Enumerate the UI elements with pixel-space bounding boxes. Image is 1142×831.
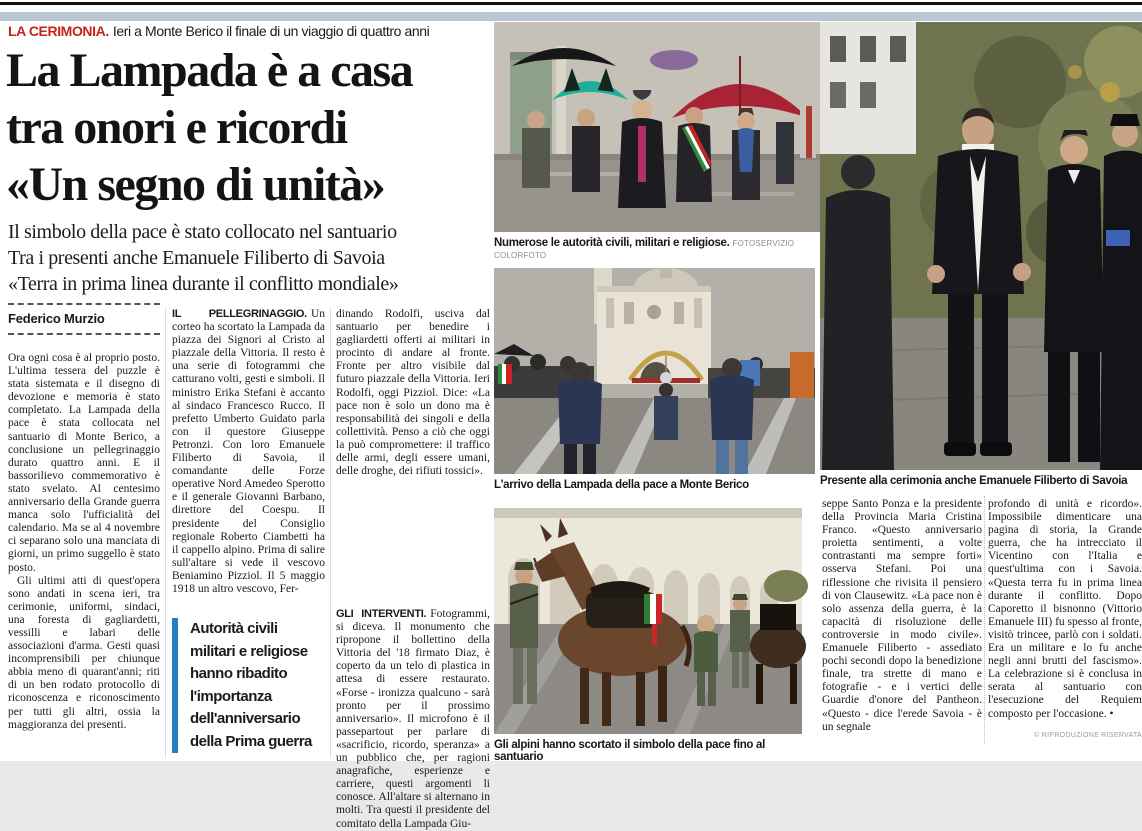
caption-text: L'arrivo della Lampada della pace a Monte Berico [494, 479, 749, 491]
pull-quote-text: Autorità civili militari e religiose hanno ribadito l'importanza dell'anniversario della Prima guerra [190, 620, 312, 750]
photo-caption [820, 475, 1142, 487]
body-column-2 [172, 308, 325, 608]
section-leadin: IL PELLEGRINAGGIO. [172, 308, 307, 320]
deck: Il simbolo della pace è stato collocato nel santuario Tra i presenti anche Emanuele Filiberto di Savoia «Terra in prima linea durante il conflitto mondiale» [8, 221, 399, 295]
figure-left-partial [822, 155, 894, 470]
column-rule [984, 496, 985, 744]
kicker [8, 23, 508, 39]
body-column-1 [8, 352, 160, 757]
paragraph [336, 608, 490, 831]
photo-lamp-arrival [494, 268, 815, 474]
body-column-5 [988, 498, 1142, 761]
kicker-text: Ieri a Monte Berico il finale di un viaggio di quattro anni [112, 23, 430, 39]
photo-credit: FOTOSERVIZIO COLORFOTO [494, 239, 795, 260]
paragraph [172, 308, 325, 596]
body-column-4 [822, 498, 982, 757]
caption-text: Numerose le autorità civili, militari e religiose. [494, 237, 730, 249]
section-leadin: GLI INTERVENTI. [336, 608, 427, 620]
photo-alpini-mule [494, 508, 802, 734]
photo-2-scene [494, 268, 815, 474]
top-rule [0, 2, 1142, 5]
paragraph-text: Fotogrammi, si diceva. Il monumento che ripropone il bollettino della Vittoria del '18 firmato Diaz, è coperto da un telo di plastica in attesa di essere restaurato. «Forse - ironizza qualcuno - sarà pronto per il prossimo anniversario». Il microfono è il passepartout per parlare di «sacrificio, ricordo, speranza» a un pubblico che, per ragioni anagrafiche, esperienze e carriere, questi argomenti li conosce. All'altare si alternano in molti. Tra questi il presidente del comitato della Lampada Giu- [336, 608, 490, 830]
paragraph: Ora ogni cosa è al proprio posto. L'ultima tessera del puzzle è stata sistemata e il disegno di devozione e memoria è stato completato. La Lampada della pace è stata collocata nel santuario di Monte Berico, a conclusione un pellegrinaggio durato quattro anni. E il bassorilievo commemorativo è stato svelato. Al centesimo anniversario della Grande guerra manca solo l'ufficialità del calendario. Ma se al 4 novembre ci separano solo una manciata di giorni, un primo suggello è stato posto. [8, 352, 160, 574]
byline: Federico Murzio [8, 303, 160, 335]
photo-1-scene [494, 22, 824, 232]
paragraph-text: Un corteo ha scortato la Lampada da piazza dei Signori al Cristo al piazzale della Vittoria. Il resto è una serie di fotogrammi che catturano volti, gesti e simboli. Il ministro Erika Stefani è accanto al sindaco Francesco Rucco. Il prefetto Umberto Guidato parla con il questore Giuseppe Petronzi. Con loro Emanuele Filiberto di Savoia, il comandante delle Forze operative Nord Amedeo Sperotto e il generale Giovanni Barbano, direttore del Coespu. Il presidente del Consiglio regionale Roberto Ciambetti ha il cappello alpino. Prima di salire sull'altare si vede il vescovo Beniamino Pizziol. Il 5 maggio 1918 un altro vescovo, Fer- [172, 308, 325, 595]
figure-right-guard-armband [1100, 114, 1142, 470]
headline: La Lampada è a casa tra onori e ricordi «Un segno di unità» [6, 44, 413, 211]
photo-caption [494, 237, 824, 261]
caption-text: Gli alpini hanno scortato il simbolo della pace fino al santuario [494, 739, 766, 763]
paragraph: seppe Santo Ponza e la presidente della Provincia Maria Cristina Franco. «Questo anniversario proietta sentimenti, a volte contrastanti ma sempre forti» osserva Stefani. Poi una riflessione che rivisita il pensiero di von Clausewitz. «La pace non è solo assenza della guerra, è la capacità di risoluzione delle controversie in modo civile». Emanuele Filiberto - assediato pochi secondi dopo la benedizione finale, tra strette di mano e fotografie - e i vertici delle Guardie d'onore del Pantheon. «Questo - dice l'erede Savoia - è un segnale [822, 498, 982, 733]
photo-caption [494, 479, 815, 491]
column-rule [330, 308, 331, 757]
body-column-3 [336, 308, 490, 830]
section-color-bar [0, 12, 1142, 21]
pull-quote [172, 618, 330, 753]
paragraph: profondo di unità e ricordo». Impossibile dimenticare una pagina di storia, la Grande guerra, che ha intrecciato il Vicentino con l'Italia e quest'ultima con i Savoia. «Questa terra fu in prima linea durante il conflitto. Dopo Caporetto il bisnonno (Vittorio Emanuele III) fu spesso al fronte, visitò trincee, parlò con i soldati. Era un militare e lo fu anche negli anni brutti del fascismo». La celebrazione si è conclusa in serata al santuario con l'esecuzione del Requiem composto per l'occasione. • [988, 498, 1142, 720]
photo-3-scene [494, 508, 802, 734]
photo-emanuele-filiberto [820, 22, 1142, 470]
kicker-label: LA CERIMONIA. [8, 23, 109, 39]
photo-caption [494, 739, 802, 763]
photo-authorities-umbrellas [494, 22, 824, 232]
column-rule [165, 308, 166, 757]
paragraph: dinando Rodolfi, usciva dal santuario per benedire i gagliardetti offerti ai militari in procinto di andare al fronte. Fronte per altro visibile dal futuro piazzale della Vittoria. Ieri Rodolfi, oggi Pizziol. Dice: «La pace non è solo un dono ma è responsabilità dei singoli e della collettività. Penso a ciò che oggi la può compromettere: il traffico delle armi, degli essere umani, delle droghe, dei rifiuti tossici». [336, 308, 490, 478]
paragraph: Gli ultimi atti di quest'opera sono andati in scena ieri, tra cerimonie, uniformi, sindaci, una foresta di gagliardetti, vessilli e labari delle associazioni d'arma. Gesti quasi incomprensibili per chiunque abbia meno di quarant'anni; riti di un ben rodato protocollo di riconoscenza e riconoscimento per tutti gli altri, ossia la maggioranza dei presenti. [8, 574, 160, 731]
caption-text: Presente alla cerimonia anche Emanuele Filiberto di Savoia [820, 475, 1128, 487]
copyright-notice: © RIPRODUZIONE RISERVATA [1034, 731, 1142, 739]
photo-4-scene [820, 22, 1142, 470]
